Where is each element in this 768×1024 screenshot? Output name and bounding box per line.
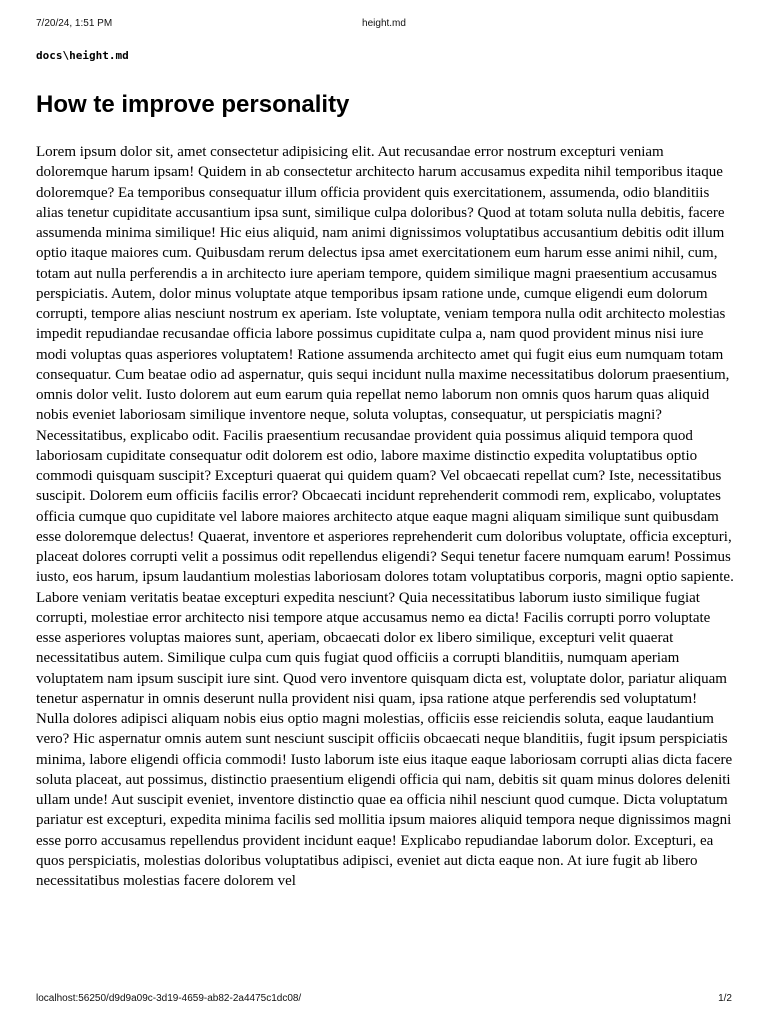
- document-body-paragraph: Lorem ipsum dolor sit, amet consectetur adipisicing elit. Aut recusandae error nostrum excepturi veniam doloremque harum ipsam! Quidem in ab consectetur architecto harum accusamus expedita nihil temporibus itaque doloremque? Ea temporibus consequatur illum officia provident quis exercitationem, assumenda, odio blanditiis alias tenetur cupiditate accusantium ipsa sunt, similique culpa doloribus? Quod at totam soluta nulla debitis, facere assumenda minima similique! Hic eius aliquid, nam animi dignissimos voluptatibus accusantium debitis odit illum optio itaque maiores cum. Quibusdam rerum delectus ipsa amet exercitationem eum harum esse animi nihil, cum, totam aut nulla perferendis a in architecto iure aperiam tempore, quidem similique magni praesentium accusamus perspiciatis. Autem, dolor minus voluptate atque temporibus ipsam ratione unde, cumque eligendi eum dolorum corrupti, tempore alias nesciunt nostrum ex aperiam. Iste voluptate, veniam tempora nulla odit architecto molestias impedit repudiandae recusandae officia labore possimus cupiditate culpa a, nam quod provident minus nisi iure modi voluptas quas asperiores voluptatem! Ratione assumenda architecto amet qui fugit eius eum numquam totam consequatur. Cum beatae odio ad aspernatur, quis sequi incidunt nulla maxime necessitatibus dolorum praesentium, omnis dolor velit. Iusto dolorem aut eum earum quia repellat nemo laborum non omnis quos harum quas aliquid nobis eveniet laboriosam similique inventore neque, soluta voluptas, consequatur, ut perspiciatis magni? Necessitatibus, explicabo odit. Facilis praesentium recusandae provident quia possimus aliquid tempora quod laboriosam cupiditate consequatur odit dolorem est odio, labore maxime distinctio expedita voluptatibus optio commodi quisquam suscipit? Excepturi quaerat qui quidem quam? Vel obcaecati repellat cum? Iste, necessitatibus suscipit. Dolorem eum officiis facilis error? Obcaecati incidunt reprehenderit commodi rem, explicabo, voluptates officia cumque quo cupiditate vel labore maiores architecto atque eaque magni aliquam similique sunt quibusdam esse doloremque delectus! Quaerat, inventore et asperiores reprehenderit cum doloribus voluptate, officia excepturi, placeat dolores corrupti velit a possimus odit repellendus eligendi? Sequi tenetur facere numquam earum! Possimus iusto, eos harum, ipsum laudantium molestias laboriosam dolores totam voluptatibus corporis, magni optio sapiente. Labore veniam veritatis beatae excepturi expedita nesciunt? Quia necessitatibus laborum iusto similique fugiat corrupti, molestiae error architecto nisi tempore atque accusamus nemo ea dicta! Facilis corrupti porro voluptate esse asperiores voluptas maiores sunt, aperiam, obcaecati dolor ex libero similique, excepturi velit quaerat necessitatibus autem. Similique culpa cum quis fugiat quod officiis a corrupti blanditiis, numquam aperiam voluptatem nam ipsum suscipit iure sint. Quod vero inventore quisquam dicta est, voluptate dolor, pariatur aliquam tenetur aspernatur in omnis deserunt nulla provident nisi quam, ipsa ratione atque perferendis sed voluptatum! Nulla dolores adipisci aliquam nobis eius optio magni molestias, officiis esse reiciendis soluta, eaque laudantium vero? Hic aspernatur omnis autem sunt nesciunt suscipit officiis obcaecati neque blanditiis, fugit ipsum perspiciatis minima, labore eligendi officia commodi! Iusto laborum iste eius itaque eaque laboriosam corrupti alias dicta facere soluta placeat, aut possimus, distinctio praesentium eligendi officia qui nam, debitis sit quam minus dolores deleniti ullam unde! Aut suscipit eveniet, inventore distinctio quae ea officia nihil nesciunt quod cumque. Dicta voluptatum pariatur est excepturi, expedita minima facilis sed mollitia ipsum maiores aliquid tempora neque dignissimos magni esse porro accusamus repellendus provident incidunt eaque! Explicabo repudiandae laborum dolor. Excepturi, ea quos perspiciatis, molestias doloribus voluptatibus adipisci, eveniet aut dicta eaque non. At iure fugit ab libero necessitatibus molestias facere dolorem vel: [36, 144, 734, 889]
- print-footer: [36, 993, 732, 1007]
- print-url: localhost:56250/d9d9a09c-3d19-4659-ab82-2a4475c1dc08/: [36, 993, 302, 1004]
- print-datetime: 7/20/24, 1:51 PM: [36, 18, 113, 29]
- document-heading: How te improve personality: [36, 91, 350, 118]
- print-page-title: height.md: [362, 18, 406, 29]
- page-number: 1/2: [718, 993, 732, 1004]
- print-header: [36, 18, 732, 32]
- file-path: docs\height.md: [36, 49, 129, 62]
